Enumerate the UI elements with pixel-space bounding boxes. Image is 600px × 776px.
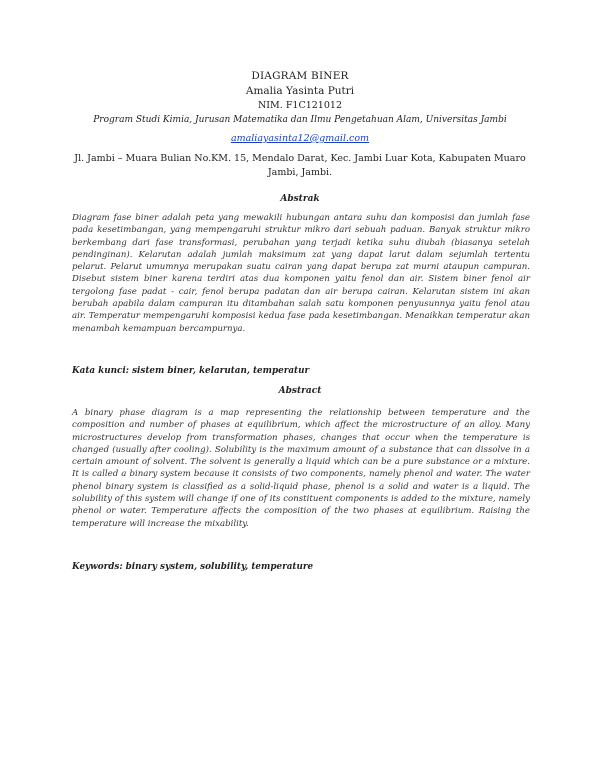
abstract-heading: Abstract: [278, 386, 322, 396]
email-line: [0, 133, 600, 144]
student-id: NIM. F1C121012: [257, 100, 342, 111]
kata-kunci: Kata kunci: sistem biner, kelarutan, temperatur: [72, 366, 310, 376]
affiliation: Program Studi Kimia, Jurusan Matematika dan Ilmu Pengetahuan Alam, Universitas Jambi: [93, 115, 507, 125]
abstrak-heading: Abstrak: [280, 194, 320, 204]
abstrak-text: Diagram fase biner adalah peta yang mewakili hubungan antara suhu dan komposisi dan jumlah fase pada kesetimbangan, yang mempengaruhi struktur mikro dari sebuah paduan. Banyak struktur mikro berkembang dari fase transformasi, perubahan yang terjadi ketika suhu diubah (biasanya setelah pendinginan). Kelarutan adalah jumlah maksimum zat yang dapat larut dalam sejumlah tertentu pelarut. Pelarut umumnya merupakan suatu cairan yang dapat berupa zat murni ataupun campuran. Disebut sistem biner karena terdiri atas dua komponen yaitu fenol dan air. Sistem biner fenol air tergolong fase padat - cair, fenol berupa padatan dan air berupa cairan. Kelarutan sistem ini akan berubah apabila dalam campuran itu ditambahan salah satu komponen penyusunnya yaitu fenol atau air. Temperatur mempengaruhi komposisi kedua fase pada kesetimbangan. Menaikkan temperatur akan menambah kemampuan bercampurnya.: [72, 213, 530, 334]
paper-title: DIAGRAM BINER: [251, 70, 349, 82]
address: Jl. Jambi – Muara Bulian No.KM. 15, Mendalo Darat, Kec. Jambi Luar Kota, Kabupaten Muaro Jambi, Jambi.: [74, 153, 526, 178]
email-link[interactable]: amaliayasinta12@gmail.com: [230, 133, 370, 144]
abstract-text: A binary phase diagram is a map representing the relationship between temperature and the composition and number of phases at equilibrium, which affect the microstructure of an alloy. Many microstructures develop from transformation phases, changes that occur when the temperature is changed (usually after cooling). Solubility is the maximum amount of a substance that can dissolve in a certain amount of solvent. The solvent is generally a liquid which can be a pure substance or a mixture. It is called a binary system because it consists of two components, namely phenol and water. The water phenol binary system is classified as a solid-liquid phase, phenol is a solid and water is a liquid. The solubility of this system will change if one of its constituent components is added to the mixture, namely phenol or water. Temperature affects the composition of the two phases at equilibrium. Raising the temperature will increase the mixability.: [72, 408, 530, 529]
author-name: Amalia Yasinta Putri: [245, 85, 355, 97]
keywords: Keywords: binary system, solubility, temperature: [72, 562, 314, 572]
